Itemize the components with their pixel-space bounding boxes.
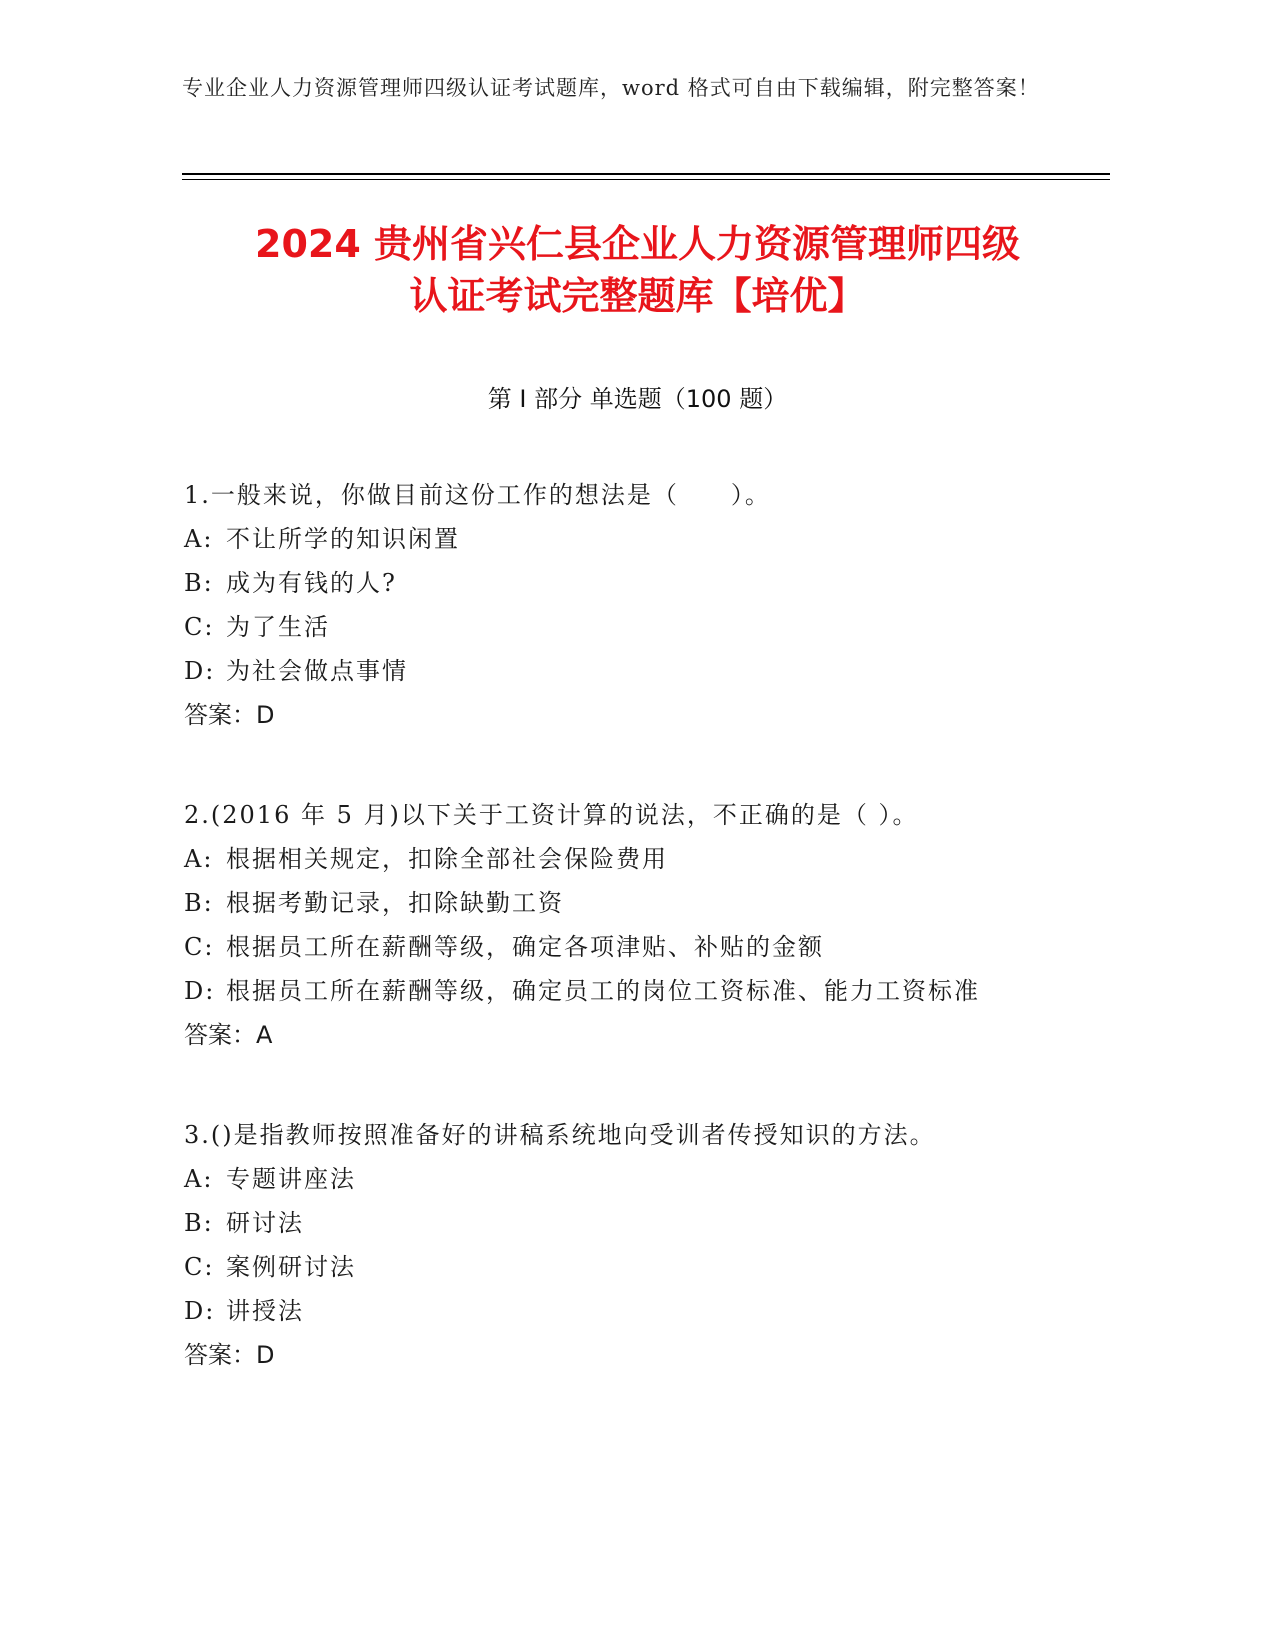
option-b (184, 881, 1084, 925)
question-1 (184, 473, 1084, 737)
option-key: D: (184, 657, 216, 685)
option-b (184, 561, 1084, 605)
option-a (184, 517, 1084, 561)
option-text: 为社会做点事情 (226, 657, 408, 685)
header-rule-thin (182, 179, 1110, 180)
option-d (184, 1289, 1084, 1333)
question-3 (184, 1113, 1084, 1377)
answer: 答案：A (184, 1021, 273, 1049)
option-key: B: (184, 889, 214, 917)
option-text: 案例研讨法 (226, 1253, 356, 1281)
question-stem: 2.(2016 年 5 月)以下关于工资计算的说法，不正确的是（ ）。 (184, 801, 919, 829)
question-stem: 1.一般来说，你做目前这份工作的想法是（ ）。 (184, 481, 771, 509)
document-title-line-1: 2024 贵州省兴仁县企业人力资源管理师四级 (255, 222, 1020, 266)
header-rule-thick (182, 173, 1110, 175)
answer: 答案：D (184, 701, 275, 729)
option-key: A: (184, 1165, 214, 1193)
option-key: C: (184, 933, 215, 961)
option-a (184, 1157, 1084, 1201)
section-heading: 第 I 部分 单选题（100 题） (487, 385, 788, 413)
option-text: 讲授法 (226, 1297, 304, 1325)
question-2 (184, 793, 1084, 1057)
option-key: A: (184, 845, 214, 873)
option-text: 研讨法 (226, 1209, 304, 1237)
option-key: C: (184, 613, 215, 641)
option-key: D: (184, 1297, 216, 1325)
answer: 答案：D (184, 1341, 275, 1369)
option-a (184, 837, 1084, 881)
option-key: D: (184, 977, 216, 1005)
option-c (184, 605, 1084, 649)
question-stem: 3.()是指教师按照准备好的讲稿系统地向受训者传授知识的方法。 (184, 1121, 936, 1149)
option-key: A: (184, 525, 214, 553)
option-c (184, 1245, 1084, 1289)
option-key: B: (184, 1209, 214, 1237)
option-b (184, 1201, 1084, 1245)
document-title (150, 218, 1125, 322)
option-key: B: (184, 569, 214, 597)
question-list (184, 473, 1084, 1433)
option-text: 为了生活 (226, 613, 330, 641)
option-text: 根据员工所在薪酬等级，确定员工的岗位工资标准、能力工资标准 (226, 977, 980, 1005)
header-note: 专业企业人力资源管理师四级认证考试题库，word 格式可自由下载编辑，附完整答案！ (182, 76, 1040, 100)
option-d (184, 649, 1084, 693)
option-text: 根据员工所在薪酬等级，确定各项津贴、补贴的金额 (226, 933, 824, 961)
document-title-line-2: 认证考试完整题库【培优】 (409, 274, 866, 318)
option-d (184, 969, 1084, 1013)
option-text: 根据相关规定，扣除全部社会保险费用 (226, 845, 668, 873)
option-c (184, 925, 1084, 969)
option-key: C: (184, 1253, 215, 1281)
option-text: 专题讲座法 (226, 1165, 356, 1193)
option-text: 根据考勤记录，扣除缺勤工资 (226, 889, 564, 917)
option-text: 成为有钱的人? (226, 569, 397, 597)
option-text: 不让所学的知识闲置 (226, 525, 460, 553)
